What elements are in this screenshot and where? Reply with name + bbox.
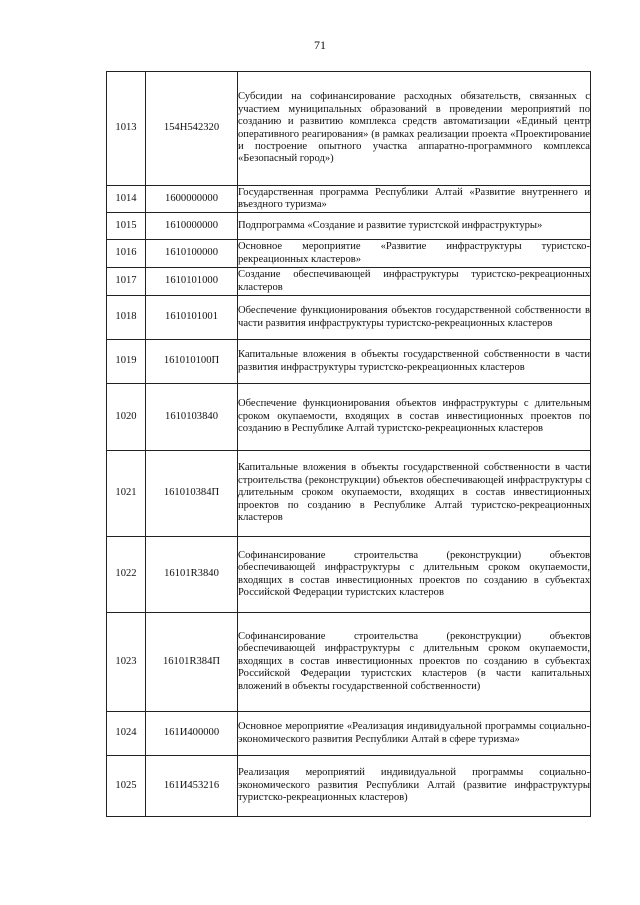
code-cell: 161010384П: [146, 451, 238, 537]
code-cell: 1610000000: [146, 213, 238, 240]
description-cell: Субсидии на софинансирование расходных обязательств, связанных с участием муниципальных образований в проведении мероприятий по созданию и развитию комплекса средств автоматизации «Единый центр оперативного реагирования» (в рамках реализации проекта «Проектирование и построение опытного участка аппаратно-программного комплекса «Безопасный город»): [238, 72, 591, 186]
row-number-cell: 1022: [107, 537, 146, 613]
description-cell: Софинансирование строительства (реконструкции) объектов обеспечивающей инфраструктуры с длительным сроком окупаемости, входящих в состав инвестиционных проектов по созданию в субъектах Российской Федерации туристских кластеров (в части капитальных вложений в объекты государственной собственности): [238, 613, 591, 712]
code-cell: 161010100П: [146, 340, 238, 384]
description-cell: Основное мероприятие «Развитие инфраструктуры туристско-рекреационных кластеров»: [238, 240, 591, 268]
row-number-cell: 1025: [107, 756, 146, 817]
row-number-cell: 1013: [107, 72, 146, 186]
code-cell: 1610101000: [146, 268, 238, 296]
row-number-cell: 1015: [107, 213, 146, 240]
description-cell: Государственная программа Республики Алтай «Развитие внутреннего и въездного туризма»: [238, 186, 591, 213]
table-row: [107, 340, 591, 384]
table-row: [107, 72, 591, 186]
table-row: [107, 613, 591, 712]
description-cell: Реализация мероприятий индивидуальной программы социально-экономического развития Республики Алтай (развитие инфраструктуры туристско-рекреационных кластеров): [238, 756, 591, 817]
code-cell: 161И400000: [146, 712, 238, 756]
row-number-cell: 1018: [107, 296, 146, 340]
table-row: [107, 451, 591, 537]
table-row: [107, 384, 591, 451]
table-row: [107, 712, 591, 756]
description-cell: Капитальные вложения в объекты государственной собственности в части строительства (реконструкции) объектов обеспечивающей инфраструктуры с длительным сроком окупаемости, входящих в состав инвестиционных проектов по созданию в Республике Алтай туристско-рекреационных кластеров: [238, 451, 591, 537]
table-row: [107, 296, 591, 340]
description-cell: Создание обеспечивающей инфраструктуры туристско-рекреационных кластеров: [238, 268, 591, 296]
row-number-cell: 1019: [107, 340, 146, 384]
row-number-cell: 1017: [107, 268, 146, 296]
table-row: [107, 268, 591, 296]
row-number-cell: 1024: [107, 712, 146, 756]
description-cell: Софинансирование строительства (реконструкции) объектов обеспечивающей инфраструктуры с длительным сроком окупаемости, входящих в состав инвестиционных проектов по созданию в субъектах Российской Федерации туристских кластеров: [238, 537, 591, 613]
table-row: [107, 537, 591, 613]
code-cell: 1610103840: [146, 384, 238, 451]
budget-classification-table: [106, 71, 591, 817]
page-number: 71: [314, 38, 326, 52]
code-cell: 16101R3840: [146, 537, 238, 613]
code-cell: 1610101001: [146, 296, 238, 340]
code-cell: 1610100000: [146, 240, 238, 268]
description-cell: Подпрограмма «Создание и развитие туристской инфраструктуры»: [238, 213, 591, 240]
code-cell: 16101R384П: [146, 613, 238, 712]
table-row: [107, 240, 591, 268]
description-cell: Обеспечение функционирования объектов инфраструктуры с длительным сроком окупаемости, входящих в состав инвестиционных проектов по созданию в Республике Алтай туристско-рекреационных кластеров: [238, 384, 591, 451]
row-number-cell: 1020: [107, 384, 146, 451]
code-cell: 1600000000: [146, 186, 238, 213]
description-cell: Основное мероприятие «Реализация индивидуальной программы социально-экономического развития Республики Алтай в сфере туризма»: [238, 712, 591, 756]
description-cell: Обеспечение функционирования объектов государственной собственности в части развития инфраструктуры туристско-рекреационных кластеров: [238, 296, 591, 340]
code-cell: 161И453216: [146, 756, 238, 817]
table-row: [107, 186, 591, 213]
row-number-cell: 1016: [107, 240, 146, 268]
row-number-cell: 1023: [107, 613, 146, 712]
row-number-cell: 1021: [107, 451, 146, 537]
table-row: [107, 756, 591, 817]
code-cell: 154Н542320: [146, 72, 238, 186]
row-number-cell: 1014: [107, 186, 146, 213]
description-cell: Капитальные вложения в объекты государственной собственности в части развития инфраструктуры туристско-рекреационных кластеров: [238, 340, 591, 384]
table-row: [107, 213, 591, 240]
